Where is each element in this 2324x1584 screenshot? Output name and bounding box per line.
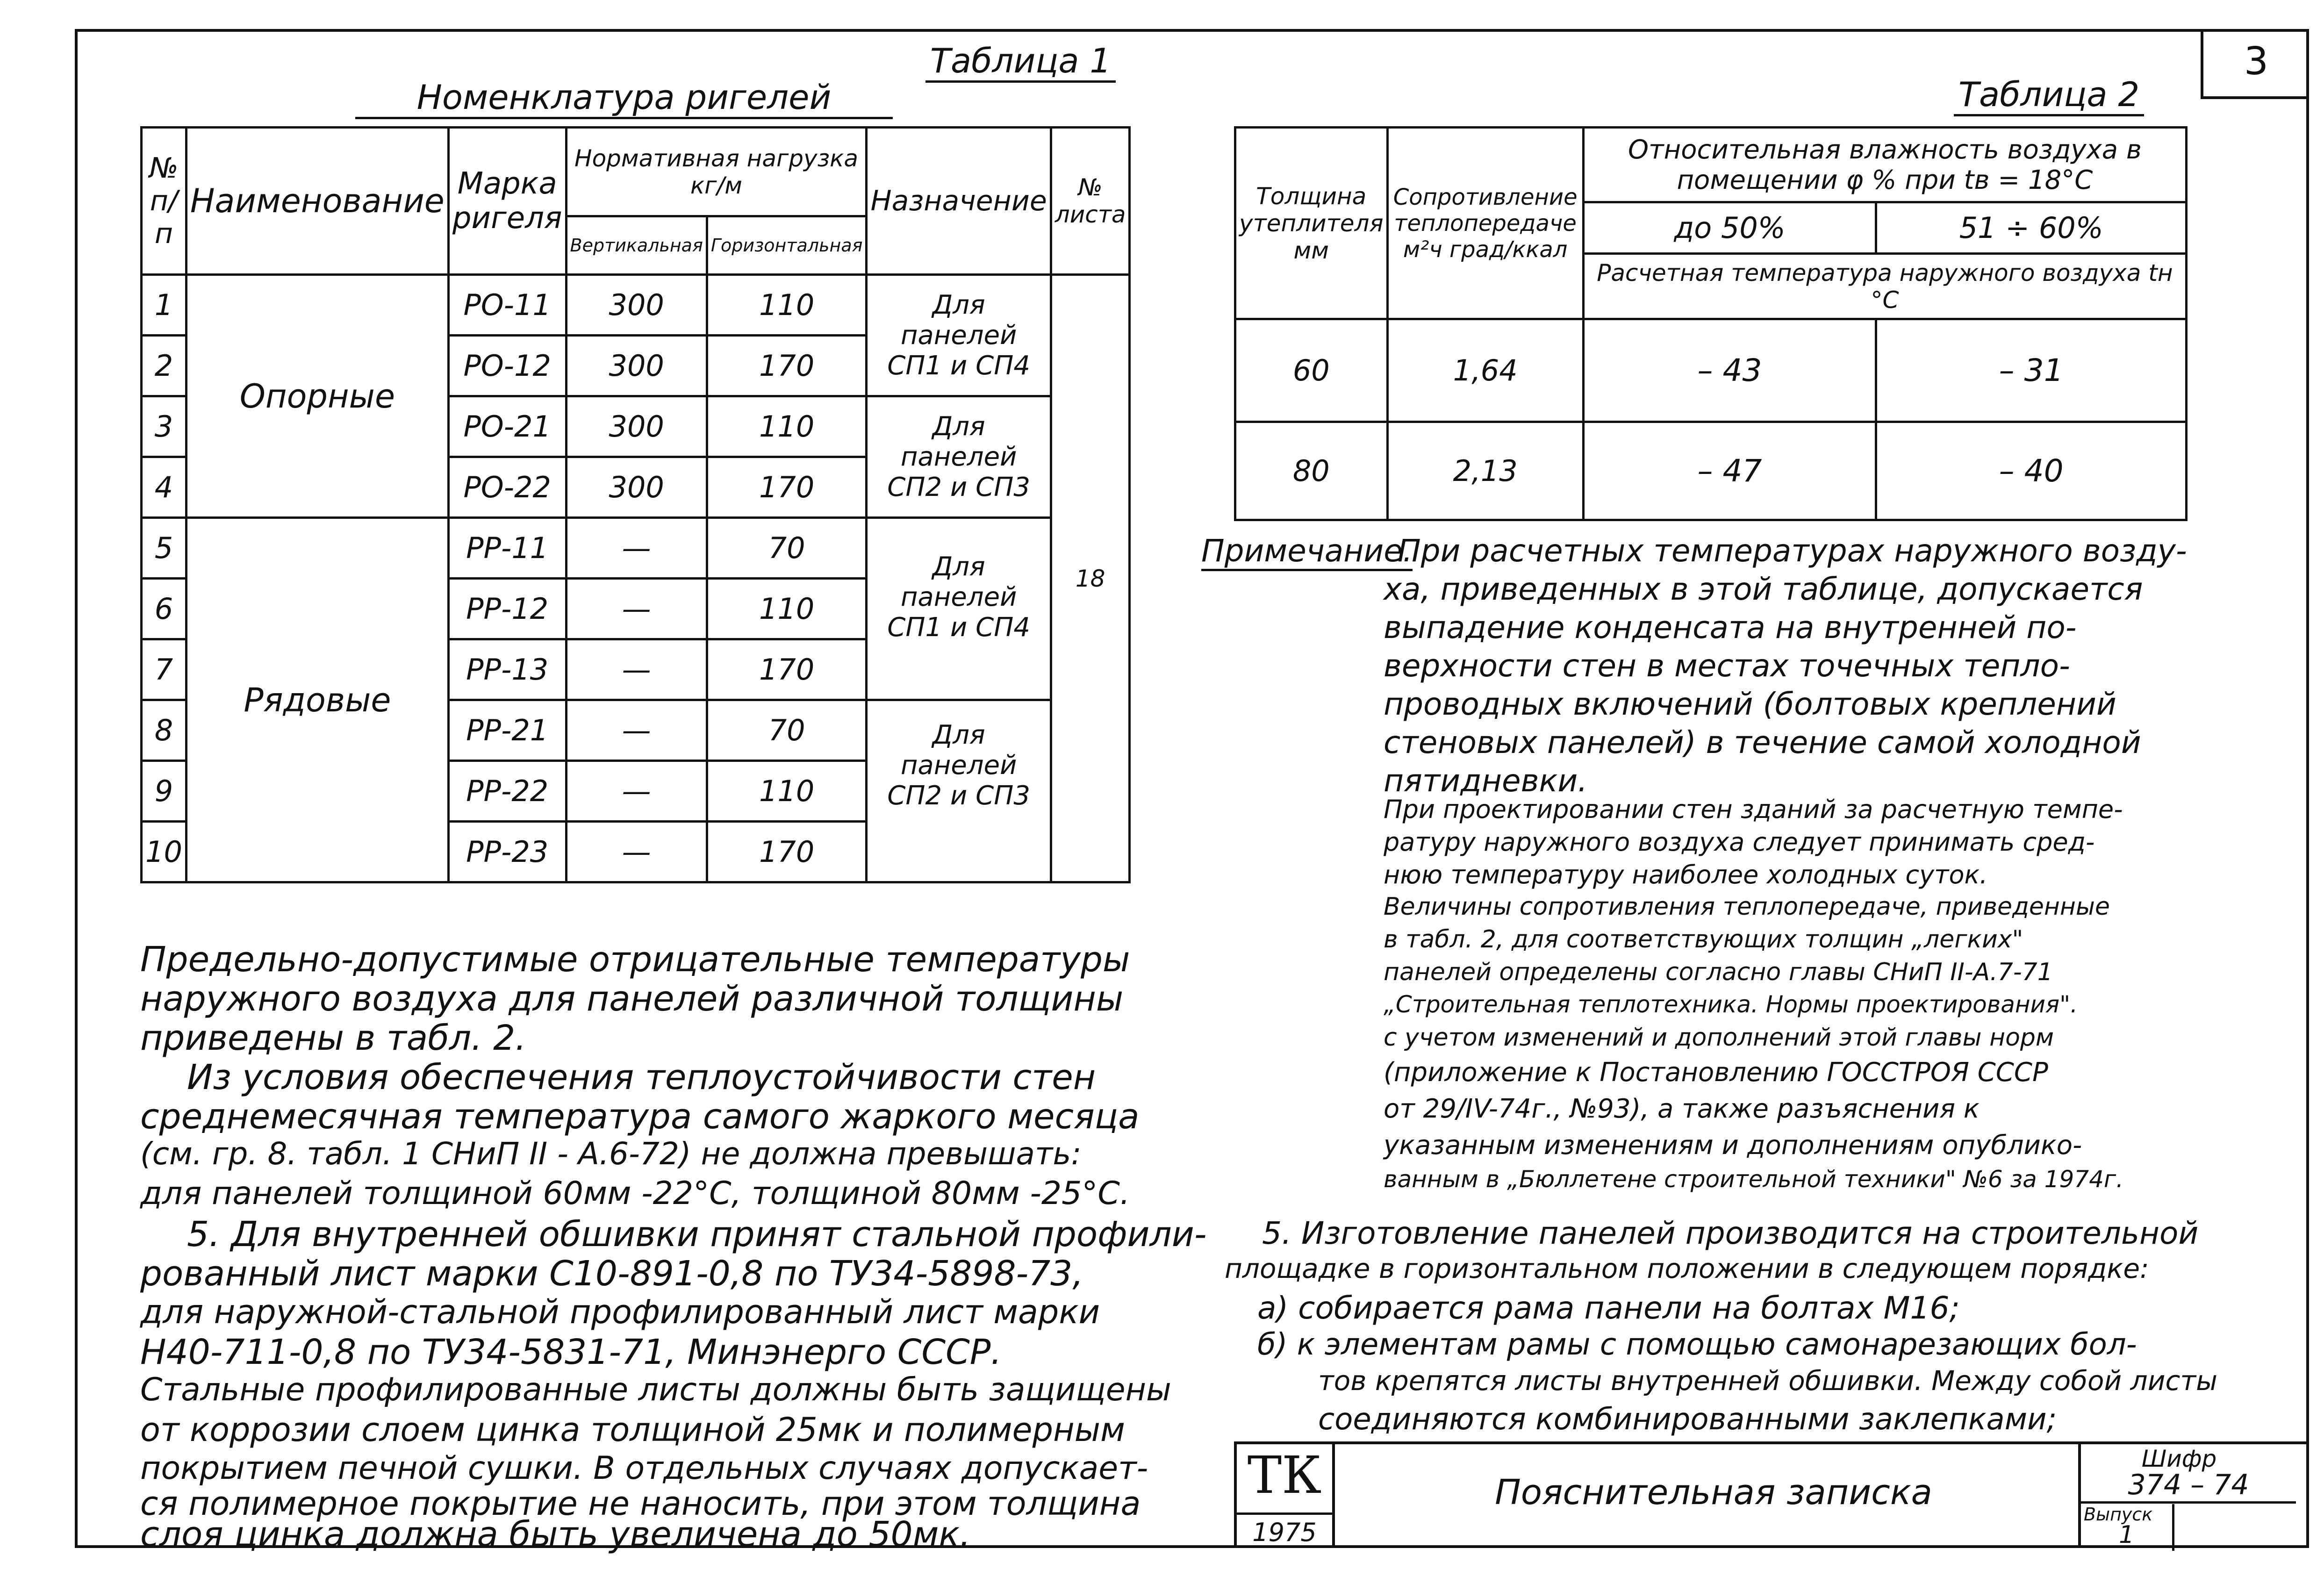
section5-line: тов крепятся листы внутренней обшивки. Между собой листы xyxy=(1318,1365,2217,1397)
cell-vert: — xyxy=(566,518,707,579)
table1-title: Номенклатура ригелей xyxy=(355,78,893,119)
cell-mark: РР-11 xyxy=(448,518,566,579)
table-row xyxy=(1235,422,2187,520)
title-block xyxy=(1234,1441,2309,1548)
cell-num: 7 xyxy=(142,639,186,700)
cell-num: 2 xyxy=(142,336,186,396)
cell-num: 9 xyxy=(142,761,186,822)
th-name: Наименование xyxy=(186,128,448,275)
cell-vert: — xyxy=(566,700,707,761)
body-line: рованный лист марки С10-891-0,8 по ТУ34-5898-73, xyxy=(140,1254,1083,1294)
cell-num: 3 xyxy=(142,396,186,457)
body-line: Предельно-допустимые отрицательные температуры xyxy=(140,939,1130,980)
th-humidity: Относительная влажность воздуха в помещении φ % при tв = 18°С xyxy=(1583,128,2186,202)
th-horizontal: Горизонтальная xyxy=(707,216,867,275)
cell-vert: 300 xyxy=(566,396,707,457)
group-ordinary: Рядовые xyxy=(186,518,448,882)
cell-vert: — xyxy=(566,579,707,639)
cell-horiz: 170 xyxy=(707,457,867,518)
cell-purpose: Для панелей СП2 и СП3 xyxy=(867,396,1051,518)
cell-vert: 300 xyxy=(566,457,707,518)
body-line: ся полимерное покрытие не наносить, при этом толщина xyxy=(140,1484,1141,1523)
th-hum-60: 51 ÷ 60% xyxy=(1876,202,2187,254)
cell-mark: РР-21 xyxy=(448,700,566,761)
cell-temp-50: – 47 xyxy=(1583,422,1876,520)
th-hum-50: до 50% xyxy=(1583,202,1876,254)
note-line: выпадение конденсата на внутренней по- xyxy=(1384,609,2077,645)
body-line: 5. Для внутренней обшивки принят стальной профили- xyxy=(187,1214,1207,1254)
stamp-logo-cell xyxy=(1237,1444,1335,1548)
body-line: Из условия обеспечения теплоустойчивости стен xyxy=(187,1057,1096,1097)
stamp-year: 1975 xyxy=(1237,1512,1332,1547)
stamp-issue-value: 1 xyxy=(2118,1521,2135,1549)
table-row xyxy=(142,518,1130,579)
body-line: Н40-711-0,8 по ТУ34-5831-71, Минэнерго СССР. xyxy=(140,1332,1002,1372)
body-line: слоя цинка должна быть увеличена до 50мк. xyxy=(140,1514,971,1555)
note-line: ратуру наружного воздуха следует принимать сред- xyxy=(1384,827,2095,857)
cell-thickness: 80 xyxy=(1235,422,1388,520)
section5-line: соединяются комбинированными заклепками; xyxy=(1318,1402,2057,1437)
cell-thickness: 60 xyxy=(1235,319,1388,422)
cell-purpose: Для панелей СП2 и СП3 xyxy=(867,700,1051,882)
cell-temp-50: – 43 xyxy=(1583,319,1876,422)
cell-resistance: 2,13 xyxy=(1387,422,1583,520)
th-load: Нормативная нагрузка кг/м xyxy=(566,128,867,216)
section5-line: а) собирается рама панели на болтах М16; xyxy=(1257,1290,1960,1326)
cell-num: 1 xyxy=(142,275,186,336)
note-line: от 29/IV-74г., №93), а также разъяснения к xyxy=(1384,1094,1980,1124)
cell-mark: РО-21 xyxy=(448,396,566,457)
cell-mark: РО-11 xyxy=(448,275,566,336)
note-line: „Строительная теплотехника. Нормы проектирования". xyxy=(1384,991,2078,1018)
page-number: 3 xyxy=(2201,29,2309,99)
body-line: (см. гр. 8. табл. 1 СНиП II - А.6-72) не должна превышать: xyxy=(140,1136,1082,1172)
cell-vert: — xyxy=(566,639,707,700)
note-line: указанным изменениям и дополнениям опублико- xyxy=(1384,1130,2082,1161)
th-resistance: Сопротивление теплопередаче м²ч град/ккал xyxy=(1387,128,1583,319)
cell-purpose: Для панелей СП1 и СП4 xyxy=(867,518,1051,700)
note-line: (приложение к Постановлению ГОССТРОЯ СССР xyxy=(1384,1057,2048,1088)
stamp-code-label: Шифр xyxy=(2141,1445,2217,1472)
section5-line: б) к элементам рамы с помощью самонарезающих бол- xyxy=(1257,1327,2137,1362)
th-sheet: № листа xyxy=(1051,128,1130,275)
note-line: стеновых панелей) в течение самой холодной xyxy=(1384,724,2141,760)
note-line: верхности стен в местах точечных тепло- xyxy=(1384,648,2070,684)
note-line: ха, приведенных в этой таблице, допускается xyxy=(1384,571,2143,607)
body-line: для наружной-стальной профилированный лист марки xyxy=(140,1293,1100,1331)
th-thickness: Толщина утеплителя мм xyxy=(1235,128,1388,319)
cell-num: 4 xyxy=(142,457,186,518)
cell-vert: 300 xyxy=(566,275,707,336)
cell-temp-60: – 31 xyxy=(1876,319,2187,422)
section5-line: 5. Изготовление панелей производится на строительной xyxy=(1262,1215,2199,1251)
cell-horiz: 70 xyxy=(707,518,867,579)
cell-vert: 300 xyxy=(566,336,707,396)
note-line: Величины сопротивления теплопередаче, приведенные xyxy=(1384,893,2110,921)
table-row xyxy=(142,275,1130,336)
cell-horiz: 170 xyxy=(707,336,867,396)
stamp-title: Пояснительная записка xyxy=(1495,1472,1932,1512)
cell-num: 5 xyxy=(142,518,186,579)
cell-vert: — xyxy=(566,761,707,822)
note-line: с учетом изменений и дополнений этой главы норм xyxy=(1384,1024,2054,1052)
th-purpose: Назначение xyxy=(867,128,1051,275)
cell-purpose: Для панелей СП1 и СП4 xyxy=(867,275,1051,396)
body-line: для панелей толщиной 60мм -22°С, толщиной 80мм -25°С. xyxy=(140,1175,1130,1212)
cell-horiz: 110 xyxy=(707,275,867,336)
cell-horiz: 70 xyxy=(707,700,867,761)
stamp-code-value: 374 – 74 xyxy=(2081,1469,2296,1504)
th-num: № п/п xyxy=(142,128,186,275)
cell-mark: РО-12 xyxy=(448,336,566,396)
table1-caption: Таблица 1 xyxy=(925,41,1116,83)
cell-mark: РР-13 xyxy=(448,639,566,700)
table-thermal xyxy=(1234,126,2188,521)
body-line: наружного воздуха для панелей различной толщины xyxy=(140,979,1124,1019)
stamp-issue-cell xyxy=(2081,1504,2174,1551)
cell-mark: РР-12 xyxy=(448,579,566,639)
cell-mark: РР-22 xyxy=(448,761,566,822)
note-line: проводных включений (болтовых креплений xyxy=(1384,686,2116,722)
cell-sheet: 18 xyxy=(1051,275,1130,882)
cell-horiz: 170 xyxy=(707,822,867,882)
table2-caption: Таблица 2 xyxy=(1954,75,2144,116)
cell-num: 6 xyxy=(142,579,186,639)
table-row xyxy=(1235,319,2187,422)
cell-num: 8 xyxy=(142,700,186,761)
cell-num: 10 xyxy=(142,822,186,882)
th-mark: Марка ригеля xyxy=(448,128,566,275)
cell-horiz: 170 xyxy=(707,639,867,700)
note-line: При расчетных температурах наружного возду- xyxy=(1398,533,2187,569)
cell-resistance: 1,64 xyxy=(1387,319,1583,422)
cell-mark: РР-23 xyxy=(448,822,566,882)
cell-temp-60: – 40 xyxy=(1876,422,2187,520)
stamp-code-cell xyxy=(2078,1444,2312,1548)
section5-line: площадке в горизонтальном положении в следующем порядке: xyxy=(1225,1253,2149,1284)
body-line: приведены в табл. 2. xyxy=(140,1018,526,1058)
stamp-logo: ТК xyxy=(1247,1445,1322,1505)
group-support: Опорные xyxy=(186,275,448,518)
th-calc-temp: Расчетная температура наружного воздуха tн °С xyxy=(1583,254,2186,319)
cell-horiz: 110 xyxy=(707,579,867,639)
table-rigels xyxy=(140,126,1131,883)
note-line: пятидневки. xyxy=(1384,763,1588,799)
body-line: от коррозии слоем цинка толщиной 25мк и полимерным xyxy=(140,1411,1125,1449)
body-line: покрытием печной сушки. В отдельных случаях допускает- xyxy=(140,1450,1148,1487)
note-line: панелей определены согласно главы СНиП II-А.7-71 xyxy=(1384,958,2053,986)
stamp-issue-label: Выпуск xyxy=(2084,1504,2153,1525)
note-line: При проектировании стен зданий за расчетную темпе- xyxy=(1384,795,2123,824)
note-label: Примечание. xyxy=(1201,533,1413,571)
cell-vert: — xyxy=(566,822,707,882)
body-line: Стальные профилированные листы должны быть защищены xyxy=(140,1371,1171,1408)
note-line: ванным в „Бюллетене строительной техники" №6 за 1974г. xyxy=(1384,1166,2124,1193)
note-line: в табл. 2, для соответствующих толщин „легких" xyxy=(1384,925,2023,953)
body-line: среднемесячная температура самого жаркого месяца xyxy=(140,1097,1140,1137)
cell-horiz: 110 xyxy=(707,761,867,822)
cell-mark: РО-22 xyxy=(448,457,566,518)
cell-horiz: 110 xyxy=(707,396,867,457)
th-vertical: Вертикальная xyxy=(566,216,707,275)
note-line: нюю температуру наиболее холодных суток. xyxy=(1384,860,1988,889)
